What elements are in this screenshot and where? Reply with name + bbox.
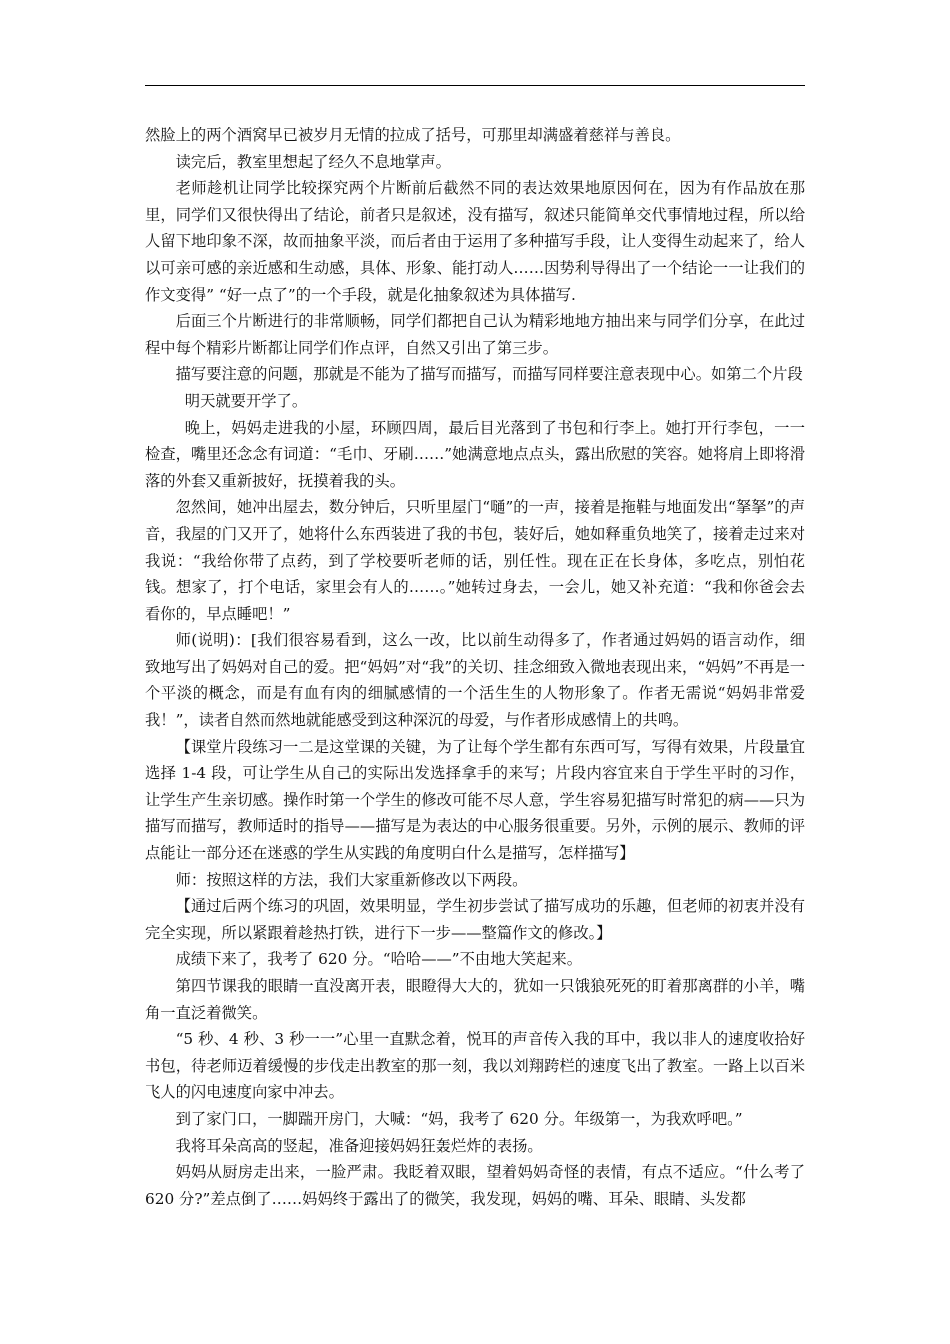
paragraph: 老师趁机让同学比较探究两个片断前后截然不同的表达效果地原因何在，因为有作品放在那里，同学们又很快得出了结论，前者只是叙述，没有描写，叙述只能简单交代事情地过程，所以给人留下地印象不深，故而抽象平淡，而后者由于运用了多种描写手段，让人变得生动起来了，给人以可亲可感的亲近感和生动感，具体、形象、能打动人……因势利导得出了一个结论一一让我们的作文变得” “好一点了”的一个手段，就是化抽象叙述为具体描写. — [145, 179, 805, 304]
paragraph: 【通过后两个练习的巩固，效果明显，学生初步尝试了描写成功的乐趣，但老师的初衷并没有完全实现，所以紧跟着趁热打铁，进行下一步——整篇作文的修改。】 — [145, 897, 805, 942]
paragraph: 【课堂片段练习一二是这堂课的关键，为了让每个学生都有东西可写，写得有效果，片段量宜选择 1-4 段，可让学生从自己的实际出发选择拿手的来写；片段内容宜来自于学生平时的习作，让学生产生亲切感。操作时第一个学生的修改可能不尽人意，学生容易犯描写时常犯的病——只为描写而描写，教师适时的指导——描写是为表达的中心服务很重要。另外，示例的展示、教师的评点能让一部分还在迷惑的学生从实践的角度明白什么是描写，怎样描写】 — [145, 737, 805, 863]
paragraph: 成绩下来了，我考了 620 分。“哈哈——”不由地大笑起来。 — [175, 950, 582, 969]
paragraph: 晚上，妈妈走进我的小屋，环顾四周，最后目光落到了书包和行李上。她打开行李包，一一检查，嘴里还念念有词道：“毛巾、牙刷……”她满意地点点头，露出欣慰的笑容。她将肩上即将滑落的外套又重新披好，抚摸着我的头。 — [145, 418, 805, 490]
paragraph: 描写要注意的问题，那就是不能为了描写而描写，而描写同样要注意表现中心。如第二个片段 — [175, 365, 803, 384]
paragraph-continuation: 然脸上的两个酒窝早已被岁月无情的拉成了括号，可那里却满盛着慈祥与善良。 — [145, 126, 681, 144]
paragraph: 我将耳朵高高的竖起，准备迎接妈妈狂轰烂炸的表扬。 — [175, 1136, 543, 1155]
paragraph: “5 秒、4 秒、3 秒一一”心里一直默念着，悦耳的声音传入我的耳中，我以非人的速度收拾好书包，待老师迈着缓慢的步伐走出教室的那一刻，我以刘翔跨栏的速度飞出了教室。一路上以百米飞人的闪电速度向家中冲去。 — [145, 1030, 805, 1102]
paragraph: 忽然间，她冲出屋去，数分钟后，只听里屋门“嗵”的一声，接着是拖鞋与地面发出“拏拏”的声音，我屋的门又开了，她将什么东西装进了我的书包，装好后，她如释重负地笑了，接着走过来对我说：“我给你带了点药，到了学校要听老师的话，别任性。现在正在长身体，多吃点，别怕花钱。想家了，打个电话，家里会有人的……。”她转过身去，一会儿，她又补充道：“我和你爸会去看你的，早点睡吧！” — [145, 498, 805, 623]
paragraph: 明天就要开学了。 — [184, 391, 308, 410]
paragraph: 师：按照这样的方法，我们大家重新修改以下两段。 — [175, 870, 528, 889]
document-body — [145, 122, 805, 1212]
paragraph: 第四节课我的眼睛一直没离开表，眼瞪得大大的，犹如一只饿狼死死的盯着那离群的小羊，嘴角一直泛着微笑。 — [145, 977, 805, 1022]
paragraph: 到了家门口，一脚踹开房门，大喊：“妈，我考了 620 分。年级第一，为我欢呼吧。” — [175, 1109, 743, 1128]
paragraph: 师(说明)：[我们很容易看到，这么一改，比以前生动得多了，作者通过妈妈的语言动作，细致地写出了妈妈对自己的爱。把“妈妈”对“我”的关切、挂念细致入微地表现出来，“妈妈”不再是一个平淡的概念，而是有血有肉的细腻感情的一个活生生的人物形象了。作者无需说“妈妈非常爱我！”，读者自然而然地就能感受到这种深沉的母爱，与作者形成感情上的共鸣。 — [145, 631, 805, 730]
paragraph: 读完后，教室里想起了经久不息地掌声。 — [175, 152, 451, 171]
header-rule — [145, 85, 805, 86]
paragraph: 后面三个片断进行的非常顺畅，同学们都把自己认为精彩地地方抽出来与同学们分享，在此过程中每个精彩片断都让同学们作点评，自然又引出了第三步。 — [145, 312, 805, 357]
paragraph: 妈妈从厨房走出来，一脸严肃。我眨着双眼，望着妈妈奇怪的表情，有点不适应。“什么考了 620 分?”差点倒了……妈妈终于露出了的微笑，我发现，妈妈的嘴、耳朵、眼睛、头发都 — [145, 1163, 805, 1208]
